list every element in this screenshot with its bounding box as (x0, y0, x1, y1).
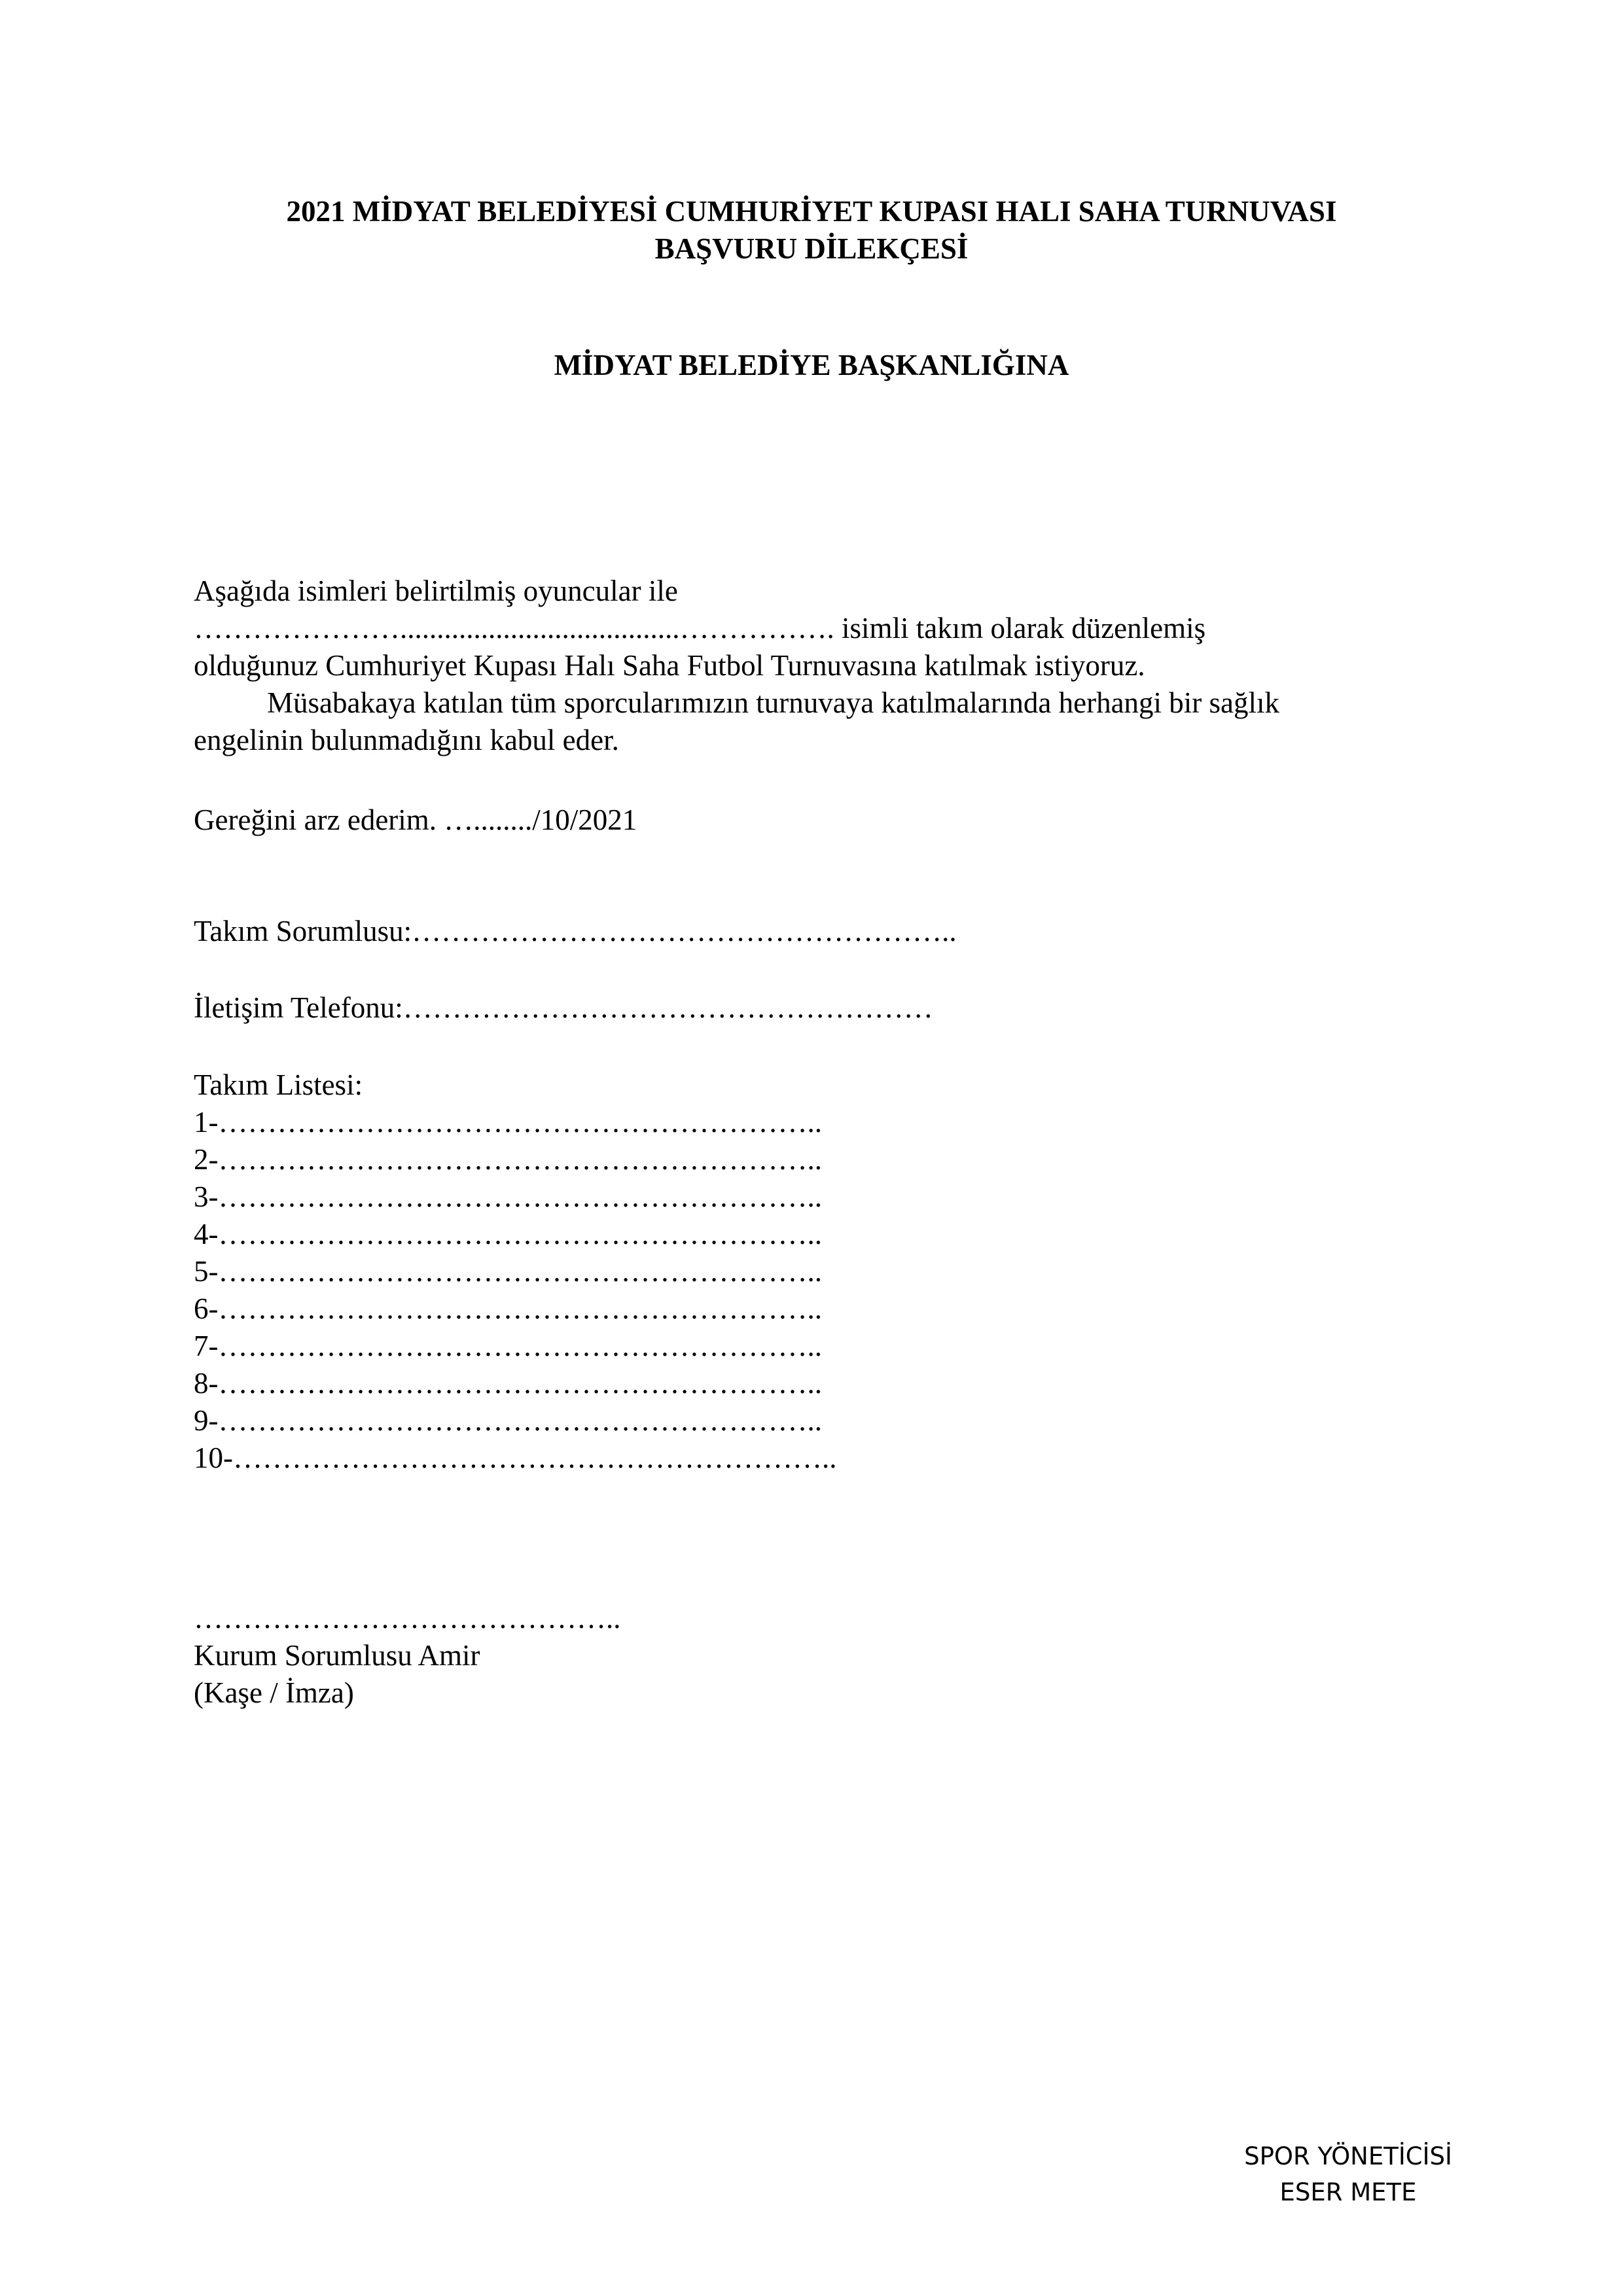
intro-line-4: Müsabakaya katılan tüm sporcularımızın turnuvaya katılmalarında herhangi bir sağlık (267, 686, 1280, 719)
list-item: 7-…………………………………………………….. (194, 1330, 822, 1362)
list-item: 5-…………………………………………………….. (194, 1255, 822, 1288)
list-item: 4-…………………………………………………….. (194, 1218, 822, 1250)
signature-line: …………………………………….. (194, 1602, 621, 1634)
footer-name: ESER METE (1279, 2178, 1417, 2206)
intro-paragraph (194, 573, 1437, 759)
title-line-1: 2021 MİDYAT BELEDİYESİ CUMHURİYET KUPASI HALI SAHA TURNUVASI (286, 195, 1337, 228)
title-line-2: BAŞVURU DİLEKÇESİ (654, 232, 969, 265)
footer-role: SPOR YÖNETİCİSİ (1244, 2142, 1452, 2170)
signature-block (194, 1600, 1437, 1712)
footer-signatory (1178, 2138, 1518, 2210)
intro-line-1: Aşağıda isimleri belirtilmiş oyuncular ile (194, 574, 678, 607)
list-item: 10-…………………………………………………….. (194, 1441, 837, 1474)
closing-date-line: Gereğini arz ederim. …......../10/2021 (194, 804, 637, 836)
contact-phone-field: İletişim Telefonu:……………………………………………… (194, 991, 933, 1024)
signature-note: (Kaşe / İmza) (194, 1676, 354, 1709)
intro-line-5: engelinin bulunmadığını kabul eder. (194, 724, 619, 756)
list-item: 6-…………………………………………………….. (194, 1292, 822, 1325)
addressee: MİDYAT BELEDİYE BAŞKANLIĞINA (554, 349, 1069, 381)
list-item: 3-…………………………………………………….. (194, 1180, 822, 1213)
document-title (0, 193, 1623, 268)
list-item: 2-…………………………………………………….. (194, 1143, 822, 1176)
team-list (194, 1067, 1437, 1477)
team-responsible-field: Takım Sorumlusu:……………………………………………….. (194, 915, 957, 947)
list-item: 8-…………………………………………………….. (194, 1367, 822, 1400)
intro-line-3: olduğunuz Cumhuriyet Kupası Halı Saha Futbol Turnuvasına katılmak istiyoruz. (194, 649, 1145, 682)
signature-title: Kurum Sorumlusu Amir (194, 1639, 480, 1672)
list-item: 9-…………………………………………………….. (194, 1404, 822, 1437)
team-list-label: Takım Listesi: (194, 1069, 363, 1101)
list-item: 1-…………………………………………………….. (194, 1106, 822, 1139)
intro-line-2: …………………......................................……………. isimli takım olarak düzenlemiş (194, 612, 1206, 645)
